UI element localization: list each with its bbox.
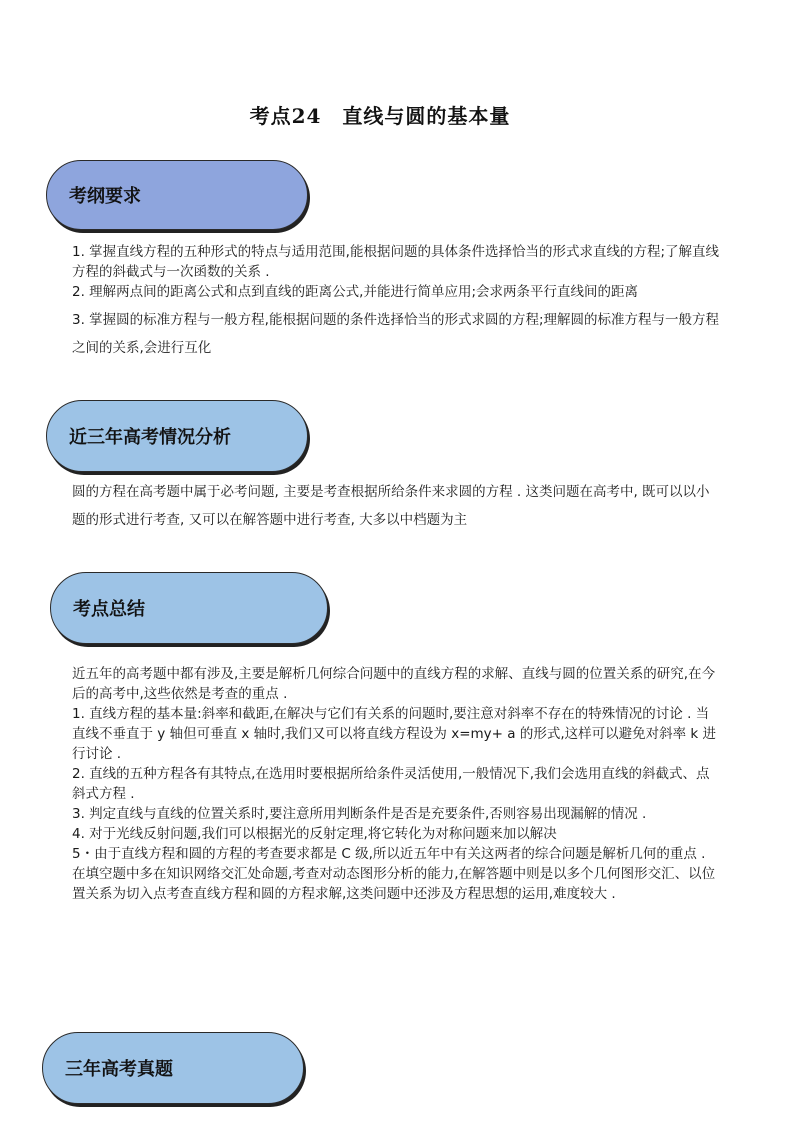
- summary-paragraph: 3. 判定直线与直线的位置关系时,要注意所用判断条件是否是充要条件,否则容易出现漏解的情况 .: [72, 806, 647, 822]
- section-heading-label: 近三年高考情况分析: [69, 427, 231, 448]
- analysis-body: [72, 478, 722, 534]
- section-heading-label: 考点总结: [73, 599, 145, 620]
- summary-paragraph: 5・由于直线方程和圆的方程的考查要求都是 C 级,所以近五年中有关这两者的综合问题是解析几何的重点 . 在填空题中多在知识网络交汇处命题,考查对动态图形分析的能力,在解答题中则是以多个几何图形交汇、以位置关系为切入点考查直线方程和圆的方程求解,这类问题中还涉及方程思想的运用,难度较大 .: [72, 846, 716, 902]
- requirement-item: 3. 掌握圆的标准方程与一般方程,能根据问题的条件选择恰当的形式求圆的方程;理解圆的标准方程与一般方程之间的关系,会进行互化: [72, 312, 720, 356]
- requirements-body: [72, 242, 722, 362]
- requirement-item: 1. 掌握直线方程的五种形式的特点与适用范围,能根据问题的具体条件选择恰当的形式求直线的方程;了解直线方程的斜截式与一次函数的关系 .: [72, 244, 720, 280]
- section-heading-summary: [50, 572, 328, 644]
- requirement-item: 2. 理解两点间的距离公式和点到直线的距离公式,并能进行简单应用;会求两条平行直线间的距离: [72, 284, 639, 300]
- section-heading-requirements: [46, 160, 308, 230]
- section-heading-label: 三年高考真题: [65, 1059, 173, 1080]
- analysis-paragraph: 圆的方程在高考题中属于必考问题, 主要是考查根据所给条件来求圆的方程 . 这类问题在高考中, 既可以以小题的形式进行考查, 又可以在解答题中进行考查, 大多以中档题为主: [72, 484, 710, 528]
- section-heading-analysis: [46, 400, 308, 472]
- page-title: 考点24 直线与圆的基本量: [249, 104, 511, 128]
- summary-paragraph: 4. 对于光线反射问题,我们可以根据光的反射定理,将它转化为对称问题来加以解决: [72, 826, 557, 842]
- summary-paragraph: 2. 直线的五种方程各有其特点,在选用时要根据所给条件灵活使用,一般情况下,我们会选用直线的斜截式、点斜式方程 .: [72, 766, 710, 802]
- summary-paragraph: 1. 直线方程的基本量:斜率和截距,在解决与它们有关系的问题时,要注意对斜率不存在的特殊情况的讨论 . 当直线不垂直于 y 轴但可垂直 x 轴时,我们又可以将直线方程设为 x=my+ a 的形式,这样可以避免对斜率 k 进行讨论 .: [72, 706, 717, 762]
- summary-paragraph: 近五年的高考题中都有涉及,主要是解析几何综合问题中的直线方程的求解、直线与圆的位置关系的研究,在今后的高考中,这些依然是考查的重点 .: [72, 666, 716, 702]
- summary-body: [72, 664, 722, 904]
- section-heading-past-exams: [42, 1032, 304, 1104]
- section-heading-label: 考纲要求: [69, 186, 141, 207]
